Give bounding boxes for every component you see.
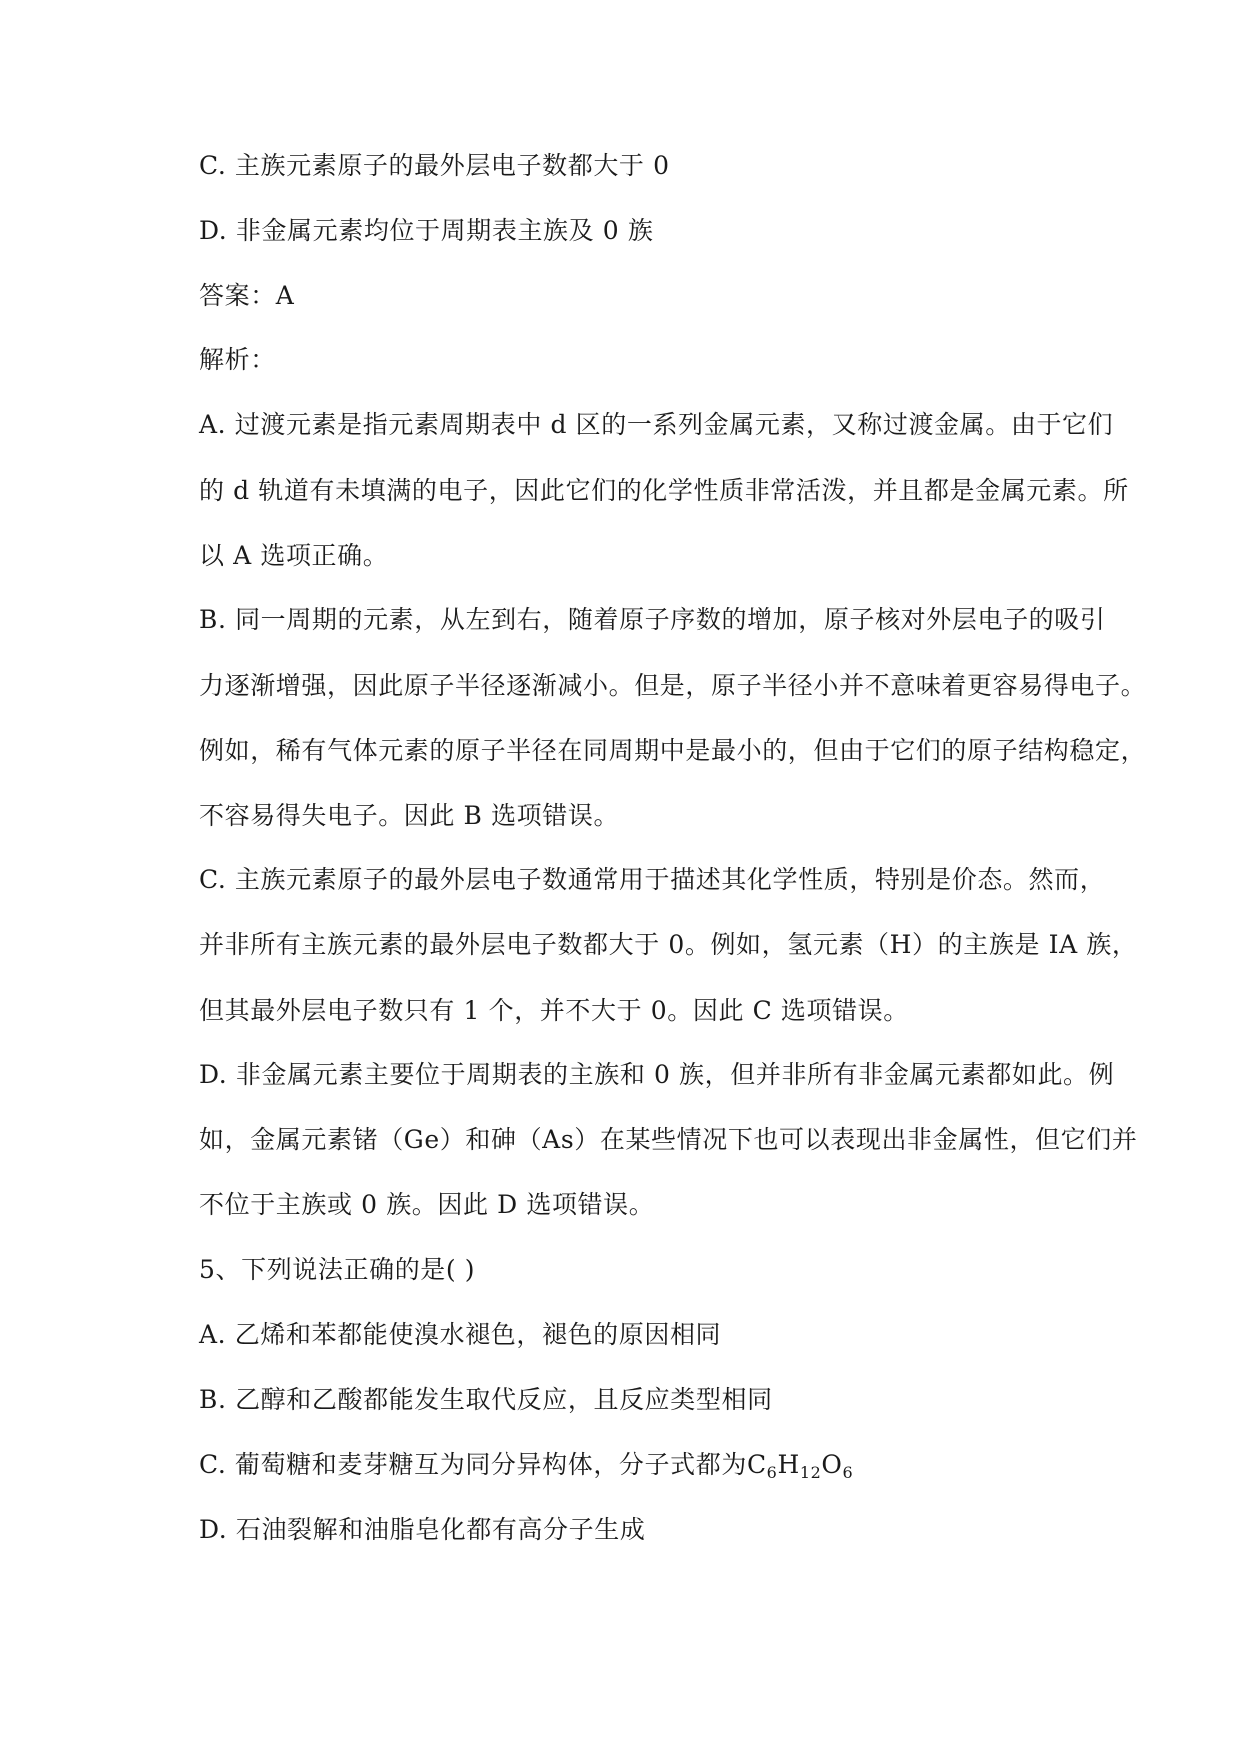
formula-subscript: 12: [799, 1463, 822, 1482]
text-line: 不容易得失电子。因此 B 选项错误。: [199, 801, 620, 830]
formula-element: O: [821, 1450, 843, 1479]
text-line: A. 过渡元素是指元素周期表中 d 区的一系列金属元素，又称过渡金属。由于它们: [199, 410, 1114, 439]
formula-element: C: [746, 1450, 767, 1479]
text-line: C. 主族元素原子的最外层电子数都大于 0: [199, 151, 670, 180]
text-line: 如，金属元素锗（Ge）和砷（As）在某些情况下也可以表现出非金属性，但它们并: [199, 1125, 1138, 1154]
option-b: B. 乙醇和乙酸都能发生取代反应，且反应类型相同: [199, 1385, 773, 1414]
text-line: C. 主族元素原子的最外层电子数通常用于描述其化学性质，特别是价态。然而，: [199, 865, 1106, 894]
option-c-text: C. 葡萄糖和麦芽糖互为同分异构体，分子式都为: [199, 1450, 747, 1479]
text-line: D. 非金属元素主要位于周期表的主族和 0 族，但并非所有非金属元素都如此。例: [199, 1060, 1115, 1089]
text-line: 但其最外层电子数只有 1 个，并不大于 0。因此 C 选项错误。: [199, 996, 909, 1025]
text-line: 以 A 选项正确。: [199, 541, 389, 570]
formula-element: H: [777, 1450, 800, 1479]
molecular-formula: [746, 1450, 854, 1482]
text-line: 不位于主族或 0 族。因此 D 选项错误。: [199, 1190, 655, 1219]
text-line: D. 非金属元素均位于周期表主族及 0 族: [199, 216, 654, 245]
analysis-heading: 解析：: [199, 345, 276, 374]
option-a: A. 乙烯和苯都能使溴水褪色，褪色的原因相同: [199, 1320, 722, 1349]
text-line: 并非所有主族元素的最外层电子数都大于 0。例如，氢元素（H）的主族是 IA 族，: [199, 930, 1138, 959]
text-line: 例如，稀有气体元素的原子半径在同周期中是最小的，但由于它们的原子结构稳定，: [199, 736, 1147, 765]
question-title: 5、下列说法正确的是( ): [199, 1255, 476, 1284]
text-line: B. 同一周期的元素，从左到右，随着原子序数的增加，原子核对外层电子的吸引: [199, 605, 1106, 634]
text-line: 的 d 轨道有未填满的电子，因此它们的化学性质非常活泼，并且都是金属元素。所: [199, 476, 1129, 505]
option-d: D. 石油裂解和油脂皂化都有高分子生成: [199, 1515, 646, 1544]
formula-subscript: 6: [766, 1463, 778, 1482]
formula-subscript: 6: [842, 1463, 854, 1482]
text-line: 力逐渐增强，因此原子半径逐渐减小。但是，原子半径小并不意味着更容易得电子。: [199, 671, 1147, 700]
option-c: [199, 1449, 853, 1481]
answer-line: 答案：A: [199, 281, 295, 310]
